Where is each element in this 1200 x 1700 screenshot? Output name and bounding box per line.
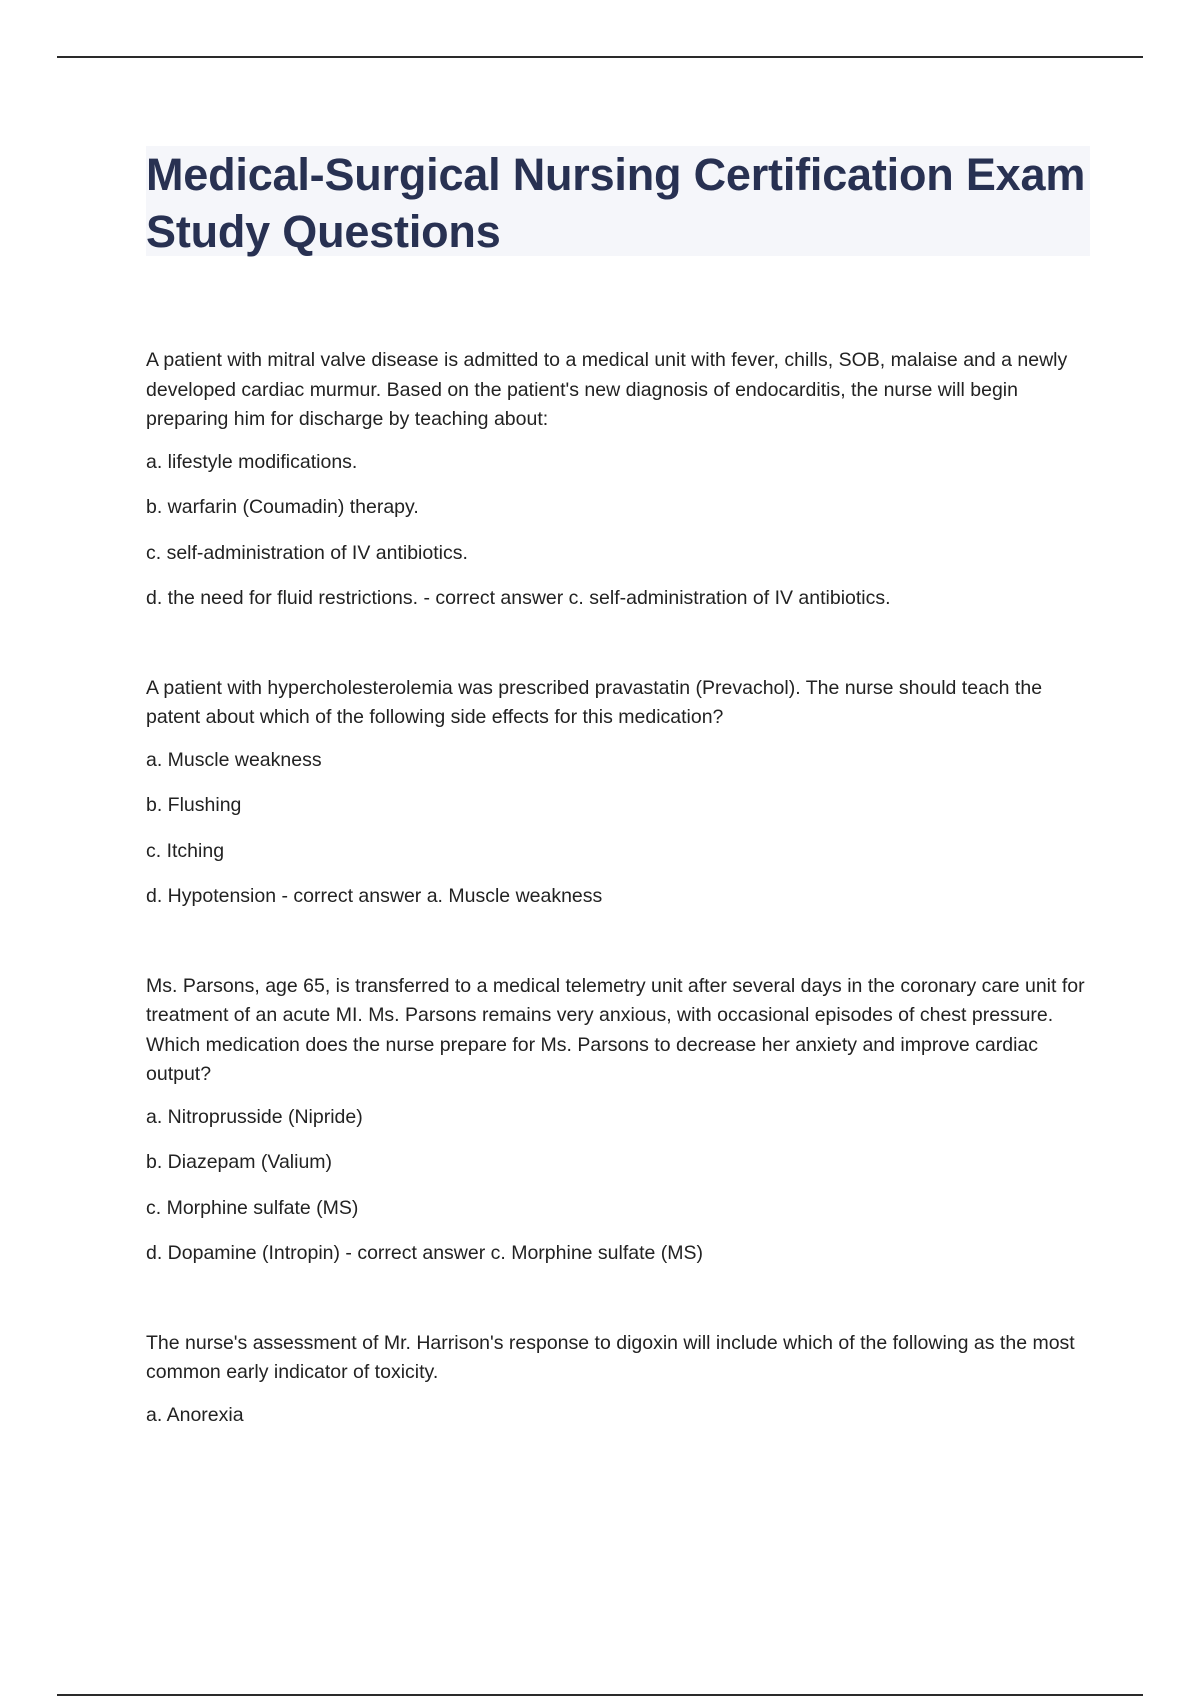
question-text: The nurse's assessment of Mr. Harrison's response to digoxin will include which of the following as the most common early indicator of toxicity. — [146, 1331, 1075, 1383]
document-title: Medical-Surgical Nursing Certification Exam Study Questions — [146, 149, 1086, 257]
question-item — [146, 346, 1096, 614]
questions-list — [146, 346, 1096, 1490]
question-text: A patient with hypercholesterolemia was prescribed pravastatin (Prevachol). The nurse should teach the patent about which of the following side effects for this medication? — [146, 676, 1043, 728]
answer-option-with-correct-answer: d. the need for fluid restrictions. - correct answer c. self-administration of IV antibiotics. — [146, 587, 891, 609]
answer-option: a. Muscle weakness — [146, 748, 322, 771]
answer-option: b. Flushing — [146, 794, 242, 816]
answer-option-with-correct-answer: d. Dopamine (Intropin) - correct answer c. Morphine sulfate (MS) — [146, 1242, 704, 1264]
answer-option: b. warfarin (Coumadin) therapy. — [146, 496, 419, 518]
question-text: A patient with mitral valve disease is admitted to a medical unit with fever, chills, SOB, malaise and a newly developed cardiac murmur. Based on the patient's new diagnosis of endocarditis, the nurse will begin preparing him for discharge by teaching about: — [146, 349, 1068, 430]
answer-option: b. Diazepam (Valium) — [146, 1151, 333, 1173]
top-divider — [57, 56, 1143, 58]
question-item — [146, 674, 1096, 912]
answer-option: c. Itching — [146, 839, 225, 862]
question-text: Ms. Parsons, age 65, is transferred to a medical telemetry unit after several days in the coronary care unit for treatment of an acute MI. Ms. Parsons remains very anxious, with occasional episodes of chest pressure. Which medication does the nurse prepare for Ms. Parsons to decrease her anxiety and improve cardiac output? — [146, 974, 1085, 1085]
answer-option: c. self-administration of IV antibiotics. — [146, 541, 468, 564]
bottom-divider — [57, 1694, 1143, 1696]
answer-option: c. Morphine sulfate (MS) — [146, 1196, 359, 1219]
answer-option: a. lifestyle modifications. — [146, 450, 358, 473]
question-item — [146, 1329, 1096, 1431]
question-item — [146, 972, 1096, 1269]
answer-option: a. Nitroprusside (Nipride) — [146, 1105, 363, 1128]
title-block — [146, 146, 1090, 256]
answer-option-with-correct-answer: d. Hypotension - correct answer a. Muscle weakness — [146, 885, 603, 907]
answer-option: a. Anorexia — [146, 1403, 244, 1426]
